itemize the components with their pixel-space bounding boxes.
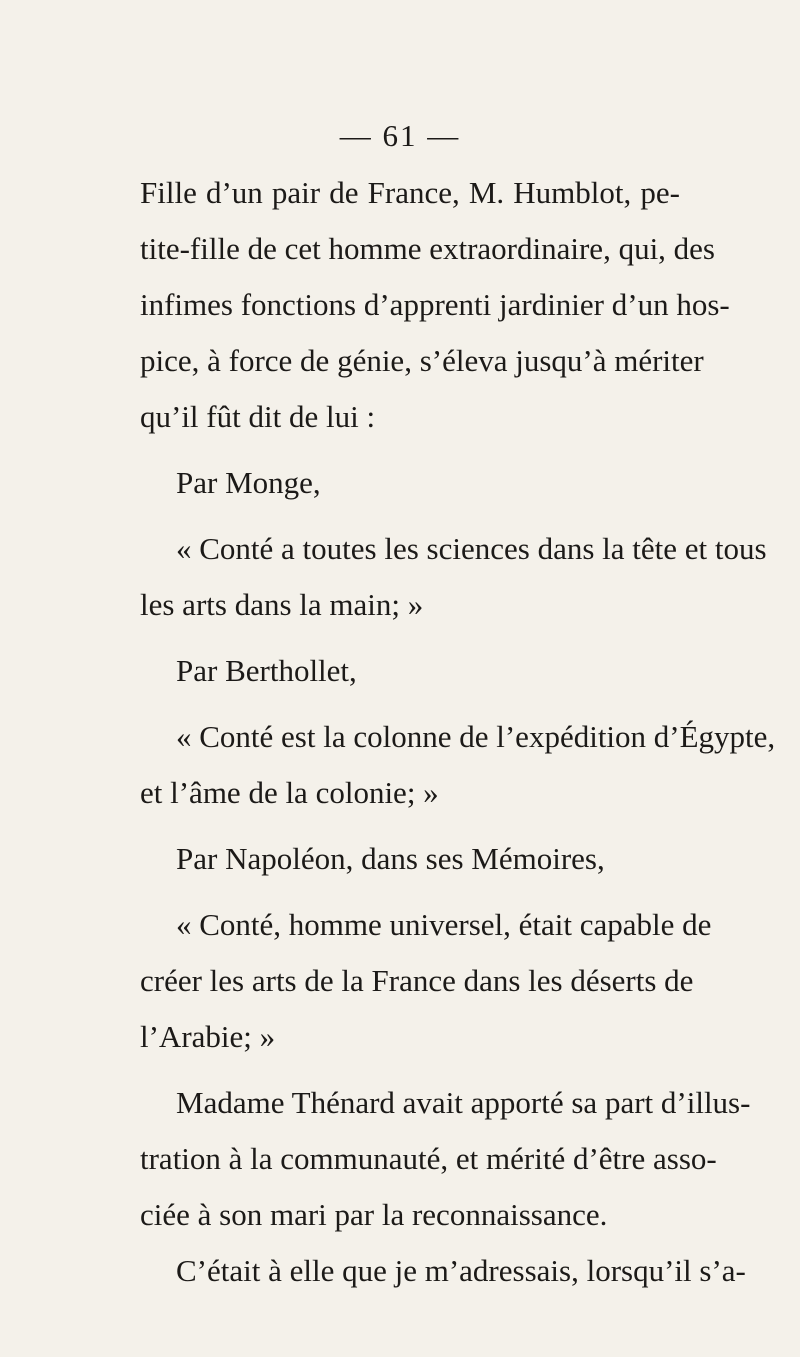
text-line: ciée à son mari par la reconnaissance. xyxy=(140,1197,608,1232)
attribution-berthollet xyxy=(140,643,680,699)
attribution-monge xyxy=(140,455,680,511)
text-line: C’était à elle que je m’adressais, lorsqu’il s’a- xyxy=(176,1253,746,1288)
paragraph-continuation xyxy=(140,1243,746,1299)
text-line: Fille d’un pair de France, M. Humblot, pe- xyxy=(140,175,680,210)
text-line: Madame Thénard avait apporté sa part d’illus- xyxy=(176,1085,751,1120)
text-line: Par Berthollet, xyxy=(176,653,357,688)
attribution-napoleon xyxy=(140,831,680,887)
text-line: « Conté, homme universel, était capable de xyxy=(176,907,712,942)
paragraph-intro xyxy=(140,165,730,445)
text-line: créer les arts de la France dans les déserts de xyxy=(140,963,694,998)
text-line: Par Monge, xyxy=(176,465,321,500)
paragraph-thenard xyxy=(140,1075,751,1243)
quote-monge xyxy=(140,521,767,633)
text-line: « Conté a toutes les sciences dans la tête et tous xyxy=(176,531,767,566)
text-line: qu’il fût dit de lui : xyxy=(140,399,376,434)
body-text xyxy=(140,165,776,1299)
text-line: pice, à force de génie, s’éleva jusqu’à mériter xyxy=(140,343,704,378)
text-line: et l’âme de la colonie; » xyxy=(140,775,439,810)
text-line: « Conté est la colonne de l’expédition d’Égypte, xyxy=(176,719,776,754)
text-line: les arts dans la main; » xyxy=(140,587,424,622)
text-line: l’Arabie; » xyxy=(140,1019,276,1054)
quote-napoleon xyxy=(140,897,712,1065)
text-line: tite-fille de cet homme extraordinaire, qui, des xyxy=(140,231,715,266)
text-line: infimes fonctions d’apprenti jardinier d’un hos- xyxy=(140,287,730,322)
quote-berthollet xyxy=(140,709,776,821)
text-line: tration à la communauté, et mérité d’être asso- xyxy=(140,1141,717,1176)
page-number: — 61 — xyxy=(339,118,461,153)
text-line: Par Napoléon, dans ses Mémoires, xyxy=(176,841,605,876)
